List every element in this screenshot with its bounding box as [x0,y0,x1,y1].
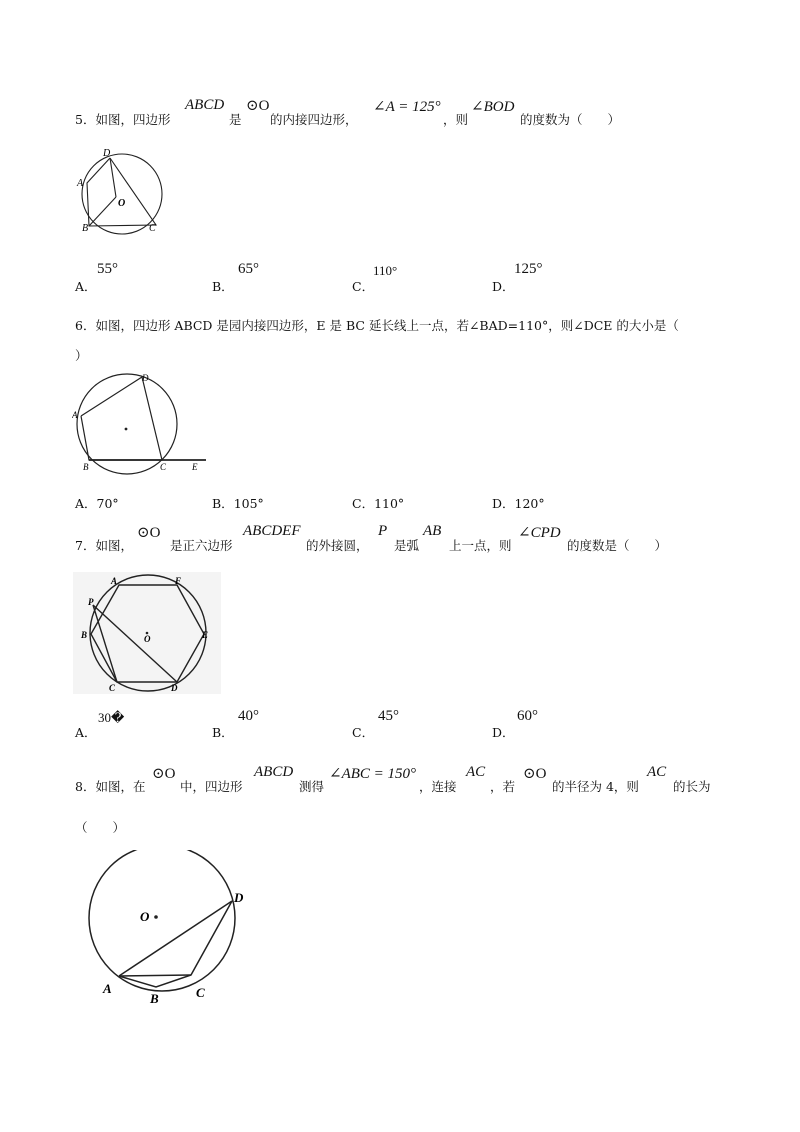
q7-point-p: P [378,523,388,539]
q7-option-b-value: 40° [238,708,259,724]
q8-segment-ac: AC [466,764,486,780]
q8-quad-name: ABCD [254,764,294,780]
q5-option-d-letter: D． [492,279,515,294]
q6-option-b [212,494,264,512]
q7-figure [73,572,221,694]
q7-arc-name: AB [423,523,442,539]
q7-option-b-letter: B． [212,725,234,740]
q6-option-b-value: 105° [233,496,264,511]
q7-hexagon-name: ABCDEF [243,523,301,539]
q5-option-b-letter: B． [212,279,234,294]
q7-option-a-letter: A． [75,725,97,740]
q7-text: 是弧 [394,538,420,553]
q6-option-d-value: 120° [514,496,545,511]
q6-stem-line-2: ） [75,348,88,363]
q7-label-f: F [175,576,182,586]
q8-label-b: B [150,991,159,1006]
q7-angle-asked: ∠CPD [518,525,561,541]
q5-option-a-value: 55° [97,261,118,277]
q8-text: 测得 [299,779,325,794]
q5-circle-name: ⊙O [246,98,270,114]
q6-option-a-value: 70° [96,496,119,511]
q8-angle-given: ∠ABC = 150° [329,766,417,782]
q5-label-b: B [82,223,89,234]
q8-text: 的长为 [673,779,711,794]
q8-figure [86,850,256,1010]
q5-text: 是 [229,112,242,127]
q8-text: 的半径为 4，则 [552,779,639,794]
q7-label-o: O [144,634,151,644]
q8-text: ，若 [490,779,516,794]
q6-label-a: A [72,410,78,420]
q8-segment-ac-2: AC [647,764,667,780]
q8-circle-name: ⊙O [152,766,176,782]
q8-text: ，连接 [419,779,457,794]
q7-label-p: P [88,597,94,607]
q5-option-a-letter: A． [75,279,97,294]
q5-option-c-letter: C． [352,279,375,294]
q5-label-c: C [149,223,156,234]
q6-option-c-letter: C． [352,496,375,511]
q5-angle-asked: ∠BOD [471,99,515,115]
q8-answer-blank: （ ） [75,820,126,835]
q5-text: ，则 [443,112,469,127]
q6-option-c [352,494,404,512]
q8-circle-name-2: ⊙O [523,766,547,782]
q6-option-a-letter: A． [75,496,97,511]
q7-text: 是正六边形 [170,538,233,553]
q8-label-o: O [140,909,150,924]
q7-label-a: A [111,576,118,586]
q6-option-c-value: 110° [374,496,405,511]
q7-label-b: B [81,630,88,640]
q5-text: 的内接四边形， [270,112,358,127]
q5-number: 5．如图，四边形 [75,112,171,127]
q5-text: 的度数为（ ） [520,112,621,127]
q5-option-c-value: 110° [373,263,398,278]
q7-label-e: E [202,630,209,640]
q6-option-a [75,494,119,512]
q7-number: 7．如图， [75,538,133,553]
q7-text: 的度数是（ ） [567,538,668,553]
q6-label-d: D [142,373,149,383]
q5-label-d: D [103,148,111,159]
q5-angle-given: ∠A = 125° [373,99,441,115]
q6-option-b-letter: B． [212,496,234,511]
q7-option-a-value: 30� [98,710,125,725]
q7-option-d-value: 60° [517,708,538,724]
q6-stem-line-1: 6．如图，四边形 ABCD 是园内接四边形，E 是 BC 延长线上一点，若∠BAD=110°，则∠DCE 的大小是（ [75,318,679,333]
q5-quad-name: ABCD [185,97,225,113]
q5-option-b-value: 65° [238,261,259,277]
q7-option-d-letter: D． [492,725,515,740]
q7-option-c-letter: C． [352,725,375,740]
q6-label-c: C [160,462,167,472]
q5-label-a: A [77,178,84,189]
q6-option-d-letter: D． [492,496,515,511]
q8-number: 8．如图，在 [75,779,146,794]
q6-label-b: B [83,462,89,472]
q5-label-o: O [118,198,126,209]
q8-label-c: C [196,985,205,1000]
q7-label-c: C [109,683,116,693]
q6-figure [72,372,212,476]
q8-label-a: A [103,981,112,996]
q8-label-d: D [234,890,244,905]
q7-text: 上一点，则 [449,538,512,553]
q5-figure [74,146,166,238]
q5-option-d-value: 125° [514,261,543,277]
q6-option-d [492,494,545,512]
q7-option-c-value: 45° [378,708,399,724]
q6-label-e: E [192,462,198,472]
q8-text: 中，四边形 [180,779,243,794]
q7-label-d: D [171,683,178,693]
q7-circle-name: ⊙O [137,525,161,541]
q7-text: 的外接圆， [306,538,369,553]
